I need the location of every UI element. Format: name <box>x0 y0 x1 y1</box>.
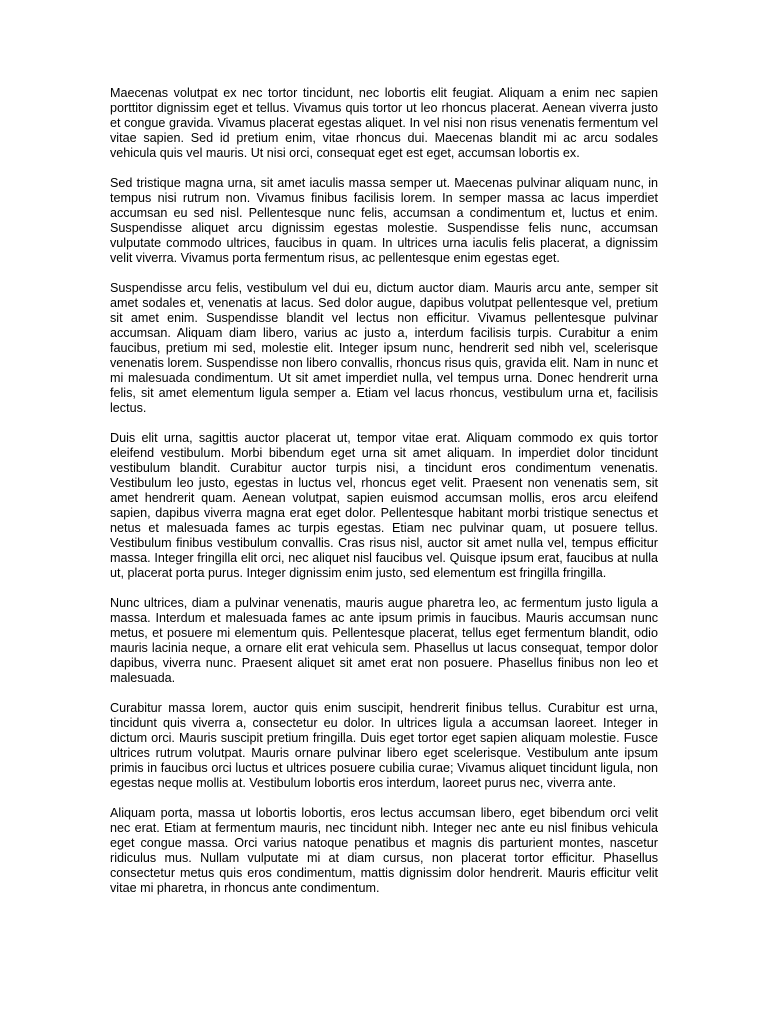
document-page <box>110 86 658 896</box>
paragraph-2: Sed tristique magna urna, sit amet iaculis massa semper ut. Maecenas pulvinar aliquam nunc, in tempus nisi rutrum non. Vivamus finibus facilisis lorem. In semper massa ac lacus imperdiet accumsan eu sed nisl. Pellentesque nunc felis, accumsan a condimentum et, luctus et enim. Suspendisse aliquet arcu dignissim egestas molestie. Suspendisse felis nunc, accumsan vulputate commodo ultrices, faucibus in quam. In ultrices urna iaculis felis placerat, a dignissim velit viverra. Vivamus porta fermentum risus, ac pellentesque enim egestas eget. <box>110 176 658 265</box>
paragraph-3: Suspendisse arcu felis, vestibulum vel dui eu, dictum auctor diam. Mauris arcu ante, semper sit amet sodales et, venenatis at lacus. Sed dolor augue, dapibus volutpat pellentesque vel, pretium sit amet enim. Suspendisse blandit vel lectus non efficitur. Vivamus pellentesque pulvinar accumsan. Aliquam diam libero, varius ac justo a, interdum facilisis turpis. Curabitur a enim faucibus, pretium mi sed, molestie elit. Integer ipsum nunc, hendrerit sed nibh vel, scelerisque venenatis lorem. Suspendisse non libero convallis, rhoncus risus quis, gravida elit. Nam in nunc et mi malesuada condimentum. Ut sit amet imperdiet nulla, vel tempus urna. Donec hendrerit urna felis, sit amet elementum ligula semper a. Etiam vel lacus rhoncus, vestibulum urna et, facilisis lectus. <box>110 281 658 415</box>
paragraph-1: Maecenas volutpat ex nec tortor tincidunt, nec lobortis elit feugiat. Aliquam a enim nec sapien porttitor dignissim eget et tellus. Vivamus quis tortor ut leo rhoncus placerat. Aenean viverra justo et congue gravida. Vivamus placerat egestas aliquet. In vel nisi non risus venenatis fermentum vel vitae sapien. Sed id pretium enim, vitae rhoncus dui. Maecenas blandit mi ac arcu sodales vehicula quis vel mauris. Ut nisi orci, consequat eget est eget, accumsan lobortis ex. <box>110 86 658 160</box>
paragraph-6: Curabitur massa lorem, auctor quis enim suscipit, hendrerit finibus tellus. Curabitur est urna, tincidunt quis viverra a, consectetur eu dolor. In ultrices ligula a accumsan laoreet. Integer in dictum orci. Mauris suscipit pretium fringilla. Duis eget tortor eget sapien aliquam molestie. Fusce ultrices rutrum volutpat. Mauris ornare pulvinar libero eget scelerisque. Vestibulum ante ipsum primis in faucibus orci luctus et ultrices posuere cubilia curae; Vivamus aliquet tincidunt ligula, non egestas neque mollis at. Vestibulum lobortis eros interdum, laoreet purus nec, viverra ante. <box>110 701 658 790</box>
paragraph-5: Nunc ultrices, diam a pulvinar venenatis, mauris augue pharetra leo, ac fermentum justo ligula a massa. Interdum et malesuada fames ac ante ipsum primis in faucibus. Mauris accumsan nunc metus, et posuere mi elementum quis. Pellentesque placerat, tellus eget fermentum blandit, odio mauris lacinia neque, a ornare elit erat vehicula sem. Phasellus ut lacus consequat, tempor dolor dapibus, viverra nunc. Praesent aliquet sit amet erat non posuere. Phasellus finibus non leo et malesuada. <box>110 596 658 685</box>
paragraph-4: Duis elit urna, sagittis auctor placerat ut, tempor vitae erat. Aliquam commodo ex quis tortor eleifend vestibulum. Morbi bibendum eget urna sit amet aliquam. In imperdiet dolor tincidunt vestibulum blandit. Curabitur auctor turpis nisi, a tincidunt eros condimentum venenatis. Vestibulum leo justo, egestas in luctus vel, rhoncus eget velit. Praesent non venenatis sem, sit amet hendrerit quam. Aenean volutpat, sapien euismod accumsan mollis, eros arcu eleifend sapien, dapibus viverra magna erat eget dolor. Pellentesque habitant morbi tristique senectus et netus et malesuada fames ac turpis egestas. Etiam nec pulvinar quam, ut posuere tellus. Vestibulum finibus vestibulum convallis. Cras risus nisl, auctor sit amet nulla vel, tempus efficitur massa. Integer fringilla elit orci, nec aliquet nisl faucibus vel. Quisque ipsum erat, faucibus at nulla ut, placerat porta purus. Integer dignissim enim justo, sed elementum est fringilla fringilla. <box>110 431 658 580</box>
paragraph-7: Aliquam porta, massa ut lobortis lobortis, eros lectus accumsan libero, eget bibendum orci velit nec erat. Etiam at fermentum mauris, nec tincidunt nibh. Integer nec ante eu nisl finibus vehicula eget congue massa. Orci varius natoque penatibus et magnis dis parturient montes, nascetur ridiculus mus. Nullam vulputate mi at diam cursus, non placerat tortor efficitur. Phasellus consectetur metus quis eros condimentum, mattis dignissim dolor hendrerit. Mauris efficitur velit vitae mi pharetra, in rhoncus ante condimentum. <box>110 806 658 895</box>
